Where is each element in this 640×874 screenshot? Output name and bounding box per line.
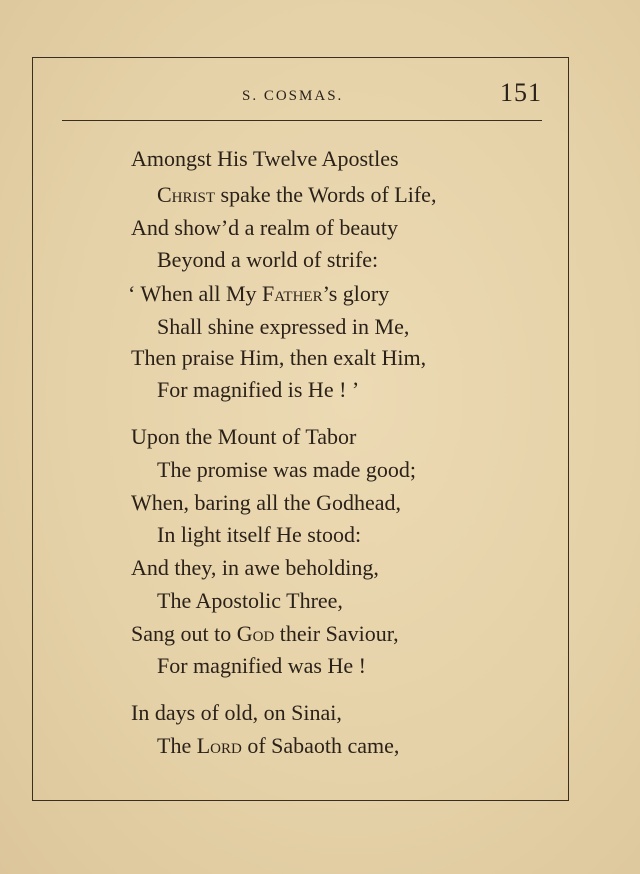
poem-line: ‘ When all My Father’s glory	[128, 281, 390, 306]
poem-line: Beyond a world of strife:	[157, 247, 379, 272]
small-caps-word: Father	[262, 281, 323, 306]
running-title: S. COSMAS.	[242, 88, 344, 104]
poem-line: And they, in awe beholding,	[131, 555, 379, 580]
poem-line: For magnified was He !	[157, 653, 366, 678]
poem-line: Then praise Him, then exalt Him,	[131, 345, 427, 370]
poem-line: When, baring all the Godhead,	[131, 490, 402, 515]
small-caps-word: God	[236, 621, 275, 646]
poem-line: The Lord of Sabaoth came,	[157, 733, 400, 758]
poem-line: The Apostolic Three,	[157, 588, 343, 613]
poem-line: Christ spake the Words of Life,	[157, 182, 437, 207]
poem-line: Upon the Mount of Tabor	[131, 424, 357, 449]
poem-line: In light itself He stood:	[157, 522, 362, 547]
small-caps-word: Lord	[196, 733, 242, 758]
poem-line: Amongst His Twelve Apostles	[131, 146, 399, 171]
page-number: 151	[500, 78, 542, 107]
poem-line: Shall shine expressed in Me,	[157, 314, 410, 339]
poem-line: And show’d a realm of beauty	[131, 215, 398, 240]
poem-line: The promise was made good;	[157, 457, 417, 482]
small-caps-word: Christ	[157, 182, 216, 207]
poem-line: For magnified is He ! ’	[157, 377, 360, 402]
poem-line: In days of old, on Sinai,	[131, 700, 342, 725]
poem-line: Sang out to God their Saviour,	[131, 621, 399, 646]
